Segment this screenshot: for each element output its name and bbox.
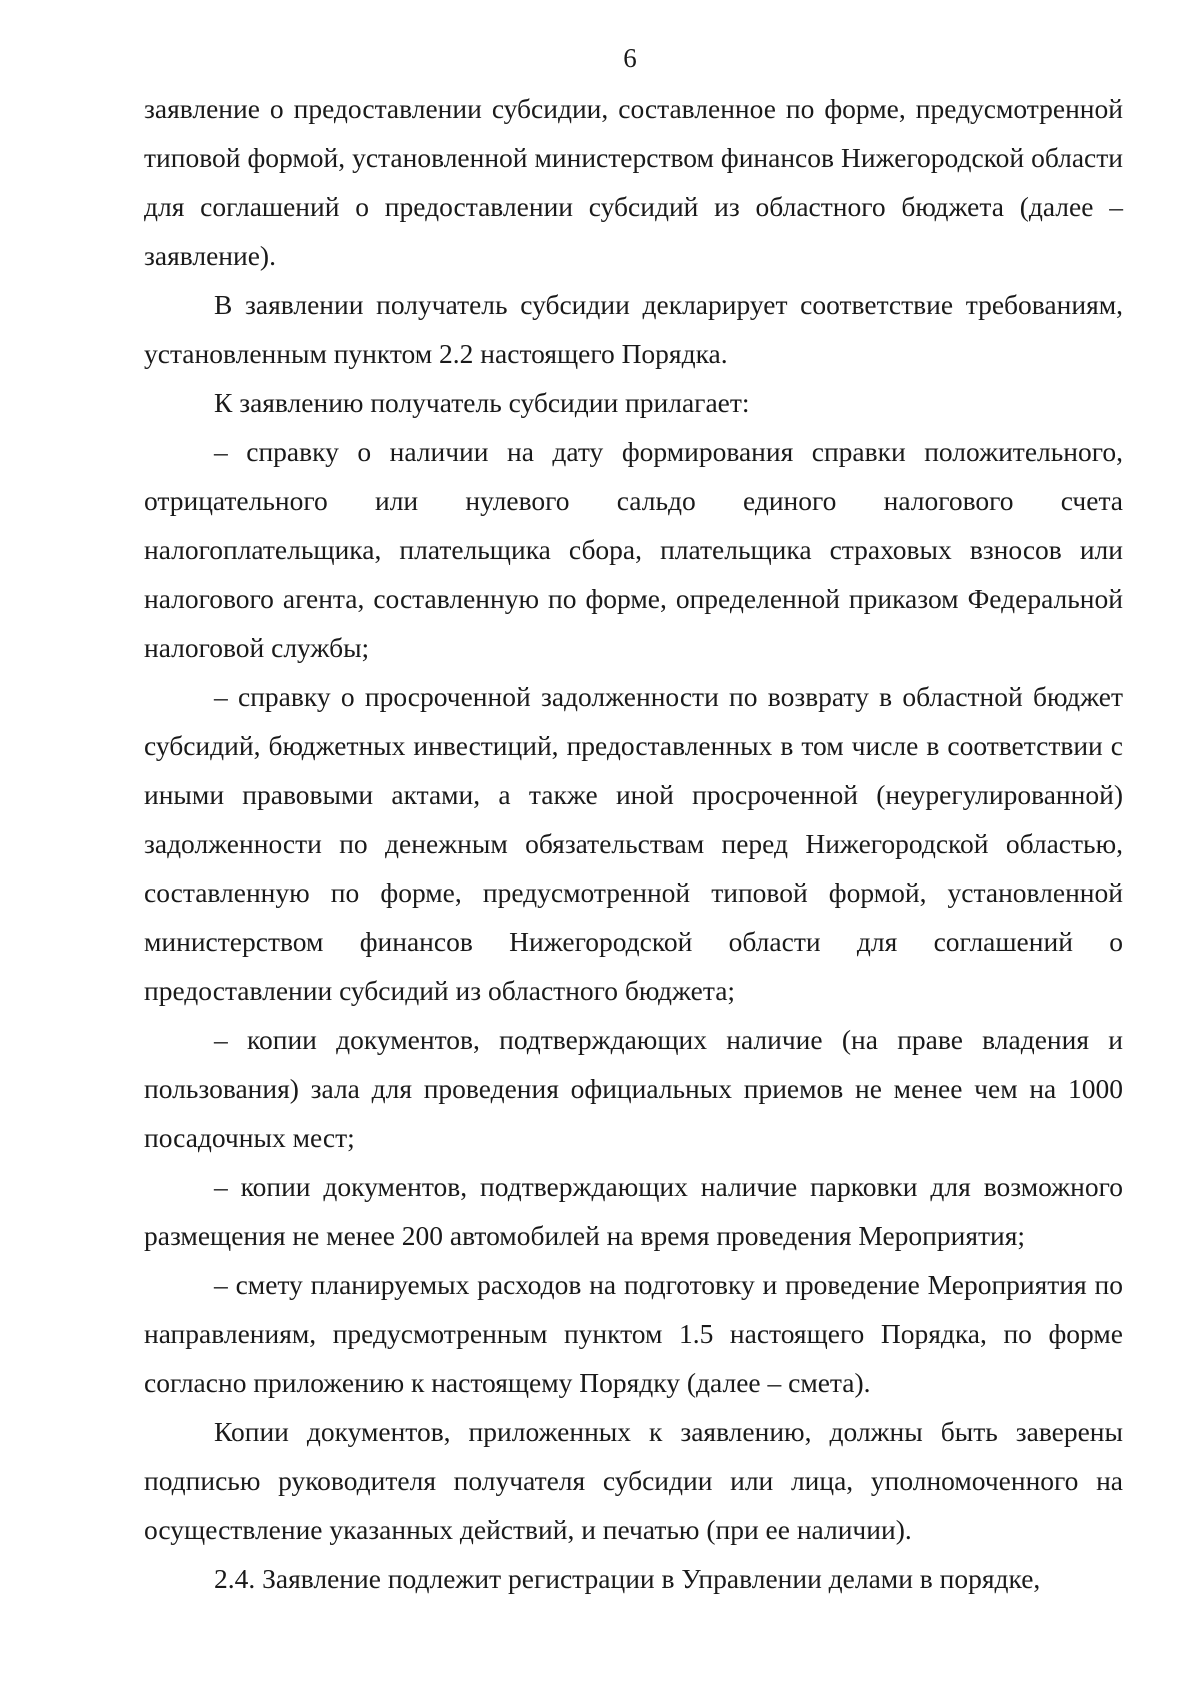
list-item-cost-estimate: – смету планируемых расходов на подготовку и проведение Мероприятия по направлениям, предусмотренным пунктом 1.5 настоящего Порядка, по форме согласно приложению к настоящему Порядку (далее – смета). [144,1269,1123,1398]
paragraph-certification: Копии документов, приложенных к заявлению, должны быть заверены подписью руководителя получателя субсидии или лица, уполномоченного на осуществление указанных действий, и печатью (при ее наличии). [144,1416,1123,1545]
list-item-hall-documents: – копии документов, подтверждающих наличие (на праве владения и пользования) зала для проведения официальных приемов не менее чем на 1000 посадочных мест; [144,1024,1123,1153]
list-item-tax-certificate: – справку о наличии на дату формирования справки положительного, отрицательного или нулевого сальдо единого налогового счета налогоплательщика, плательщика сбора, плательщика страховых взносов или налогового агента, составленную по форме, определенной приказом Федеральной налоговой службы; [144,436,1123,663]
page-number: 6 [623,43,637,73]
list-item-parking-documents: – копии документов, подтверждающих наличие парковки для возможного размещения не менее 200 автомобилей на время проведения Мероприятия; [144,1171,1123,1251]
paragraph-registration: 2.4. Заявление подлежит регистрации в Управлении делами в порядке, [214,1563,1041,1594]
paragraph-attachments-intro: К заявлению получатель субсидии прилагает: [214,387,750,418]
document-body [144,84,1123,1603]
paragraph-declaration: В заявлении получатель субсидии декларирует соответствие требованиям, установленным пунктом 2.2 настоящего Порядка. [144,289,1123,369]
paragraph-application-form: заявление о предоставлении субсидии, составленное по форме, предусмотренной типовой формой, установленной министерством финансов Нижегородской области для соглашений о предоставлении субсидий из областного бюджета (далее – заявление). [144,93,1123,271]
list-item-debt-certificate: – справку о просроченной задолженности по возврату в областной бюджет субсидий, бюджетных инвестиций, предоставленных в том числе в соответствии с иными правовыми актами, а также иной просроченной (неурегулированной) задолженности по денежным обязательствам перед Нижегородской областью, составленную по форме, предусмотренной типовой формой, установленной министерством финансов Нижегородской области для соглашений о предоставлении субсидий из областного бюджета; [144,681,1123,1006]
